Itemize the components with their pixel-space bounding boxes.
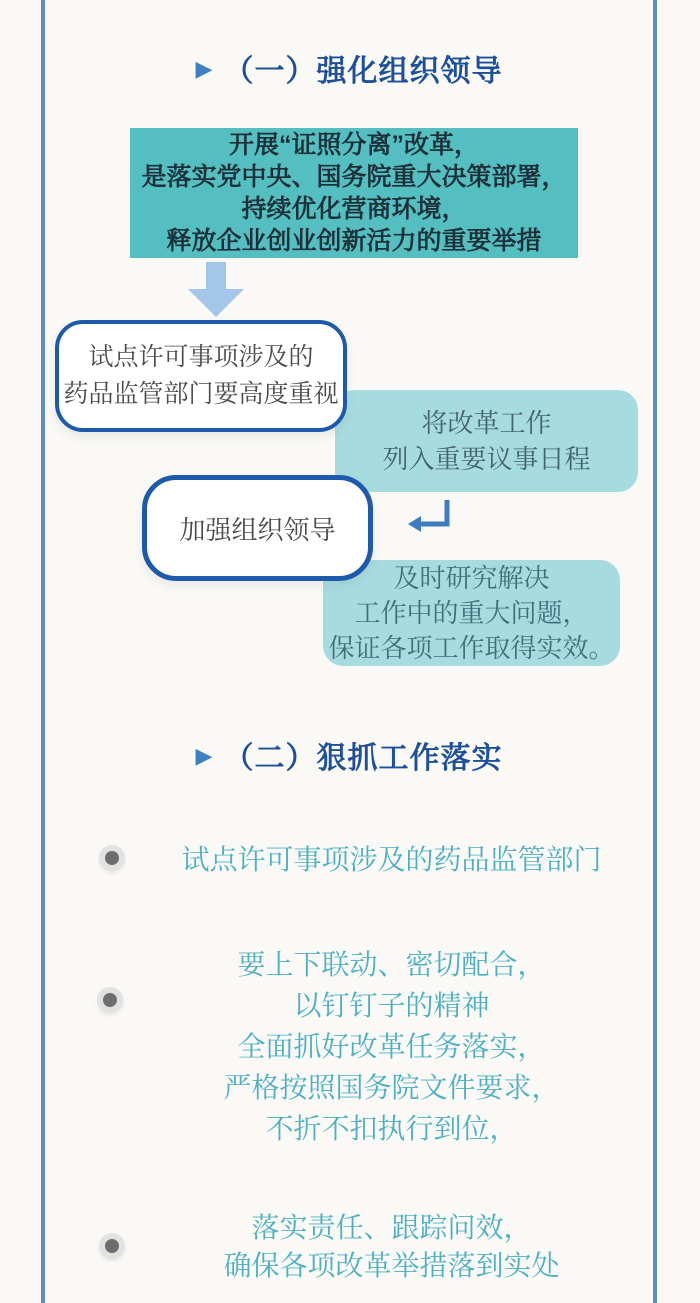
leadership-box (142, 475, 373, 581)
bullet-line: 全面抓好改革任务落实， (237, 1031, 546, 1062)
pilot-line: 试点许可事项涉及的 (88, 343, 314, 371)
intro-line: 持续优化营商环境， (241, 195, 467, 223)
intro-line: 释放企业创业创新活力的重要举措 (166, 227, 542, 255)
bullet-line: 确保各项改革举措落到实处 (223, 1250, 560, 1281)
bullet-icon (99, 845, 125, 871)
section-one-title-text: （一）强化组织领导 (223, 55, 503, 88)
bullet-icon (99, 1233, 125, 1259)
pilot-departments-box (55, 320, 347, 432)
section-two-title (45, 733, 653, 777)
down-arrow-icon (187, 262, 245, 318)
triangle-marker-icon: ▶ (195, 56, 214, 81)
reform-intro-box (130, 128, 578, 258)
triangle-marker-icon: ▶ (195, 743, 214, 768)
agenda-line: 列入重要议事日程 (382, 444, 591, 474)
left-frame-line (41, 0, 45, 1303)
bullet-dot-icon (105, 1239, 119, 1253)
bullet-item-3 (130, 1209, 653, 1285)
resolve-line: 及时研究解决 (393, 562, 550, 593)
agenda-box (335, 390, 638, 492)
resolve-line: 保证各项工作取得实效。 (328, 632, 615, 663)
resolve-issues-box (323, 560, 620, 666)
section-two-title-text: （二）狠抓工作落实 (223, 742, 503, 775)
agenda-line: 将改革工作 (421, 408, 552, 438)
bullet-line: 严格按照国务院文件要求， (223, 1072, 560, 1103)
bullet-dot-icon (103, 993, 117, 1007)
bullet-line: 试点许可事项涉及的药品监管部门 (181, 844, 602, 875)
bullet-line: 要上下联动、密切配合， (237, 949, 546, 980)
section-one-title (45, 46, 653, 90)
bullet-icon (97, 987, 123, 1013)
bullet-item-2 (130, 944, 653, 1149)
leadership-line: 加强组织领导 (179, 514, 336, 545)
intro-line: 是落实党中央、国务院重大决策部署， (141, 163, 567, 191)
right-frame-line (653, 0, 657, 1303)
bullet-line: 以钉钉子的精神 (293, 990, 490, 1021)
resolve-line: 工作中的重大问题， (354, 597, 589, 628)
bullet-dot-icon (105, 851, 119, 865)
pilot-line: 药品监管部门要高度重视 (63, 380, 339, 408)
intro-line: 开展“证照分离”改革， (228, 131, 479, 159)
return-arrow-icon (406, 498, 454, 538)
bullet-line: 落实责任、跟踪问效， (251, 1212, 532, 1243)
bullet-item-1 (130, 840, 653, 880)
bullet-line: 不折不扣执行到位， (265, 1113, 518, 1144)
